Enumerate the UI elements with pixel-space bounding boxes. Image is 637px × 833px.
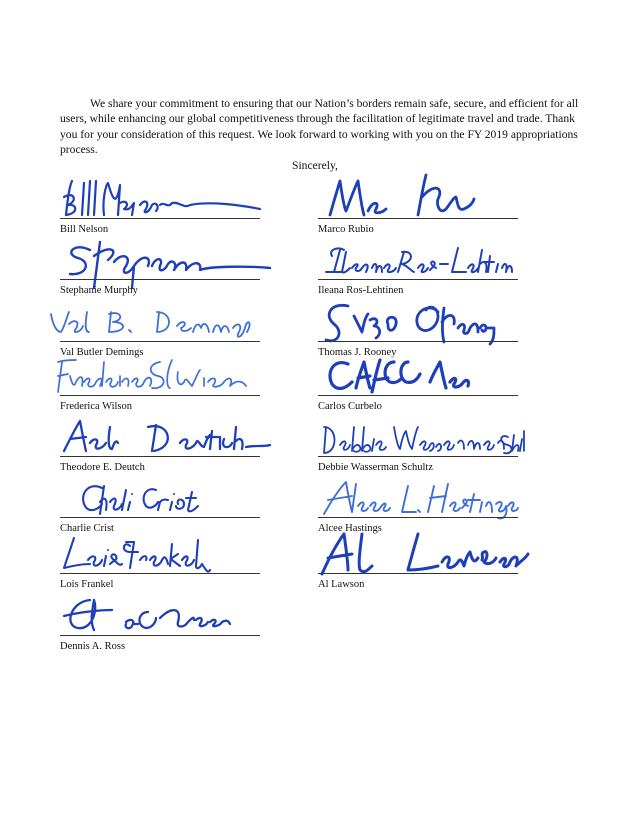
signature-ileana-ros-lehtinen <box>318 236 528 282</box>
signature-block-debbie-wasserman-schultz <box>318 413 518 473</box>
signature-line <box>60 218 260 219</box>
signature-block-dennis-ross <box>60 592 260 652</box>
signatory-name: Al Lawson <box>318 579 365 590</box>
signatory-name: Bill Nelson <box>60 224 109 235</box>
signatory-name: Frederica Wilson <box>60 401 132 412</box>
signature-line <box>318 517 518 518</box>
signature-alcee-hastings <box>318 474 528 520</box>
signatory-name: Val Butler Demings <box>60 347 144 358</box>
signature-block-alcee-hastings <box>318 474 518 534</box>
signature-line <box>60 279 260 280</box>
signature-theodore-deutch <box>60 413 270 459</box>
signature-block-stephanie-murphy <box>60 236 260 296</box>
signature-block-charlie-crist <box>60 474 260 534</box>
signatory-name: Stephanie Murphy <box>60 285 138 296</box>
signature-block-thomas-rooney <box>318 298 518 358</box>
signatory-name: Theodore E. Deutch <box>60 462 145 473</box>
signature-line <box>60 517 260 518</box>
signature-block-val-butler-demings <box>36 298 260 358</box>
signature-block-al-lawson <box>318 530 518 590</box>
signatory-name: Dennis A. Ross <box>60 641 126 652</box>
signature-thomas-rooney <box>318 298 528 344</box>
signature-debbie-wasserman-schultz <box>318 413 528 459</box>
signature-al-lawson <box>318 530 528 576</box>
signature-block-ileana-ros-lehtinen <box>318 236 518 296</box>
signatory-name: Lois Frankel <box>60 579 114 590</box>
signature-line <box>318 573 518 574</box>
signatory-name: Ileana Ros-Lehtinen <box>318 285 404 296</box>
signature-line <box>318 279 518 280</box>
letter-body: We share your commitment to ensuring that our Nation’s borders remain safe, secure, and efficient for all users, while enhancing our global competitiveness through the facilitation of legitimate travel and trade. Thank you for your consideration of this request. We look forward to working with you on the FY 2019 appropriations process. <box>60 96 579 157</box>
closing: Sincerely, <box>292 159 338 172</box>
signatory-name: Carlos Curbelo <box>318 401 382 412</box>
signature-stephanie-murphy <box>60 236 270 282</box>
signature-val-butler-demings <box>36 298 268 344</box>
signature-carlos-curbelo <box>318 352 528 398</box>
signature-marco-rubio <box>318 175 528 221</box>
signature-line <box>318 218 518 219</box>
signature-block-lois-frankel <box>60 530 260 590</box>
signatory-name: Charlie Crist <box>60 523 114 534</box>
signatory-name: Alcee Hastings <box>318 523 382 534</box>
signature-charlie-crist <box>60 474 270 520</box>
signature-bill-nelson <box>60 175 270 221</box>
signature-dennis-ross <box>60 592 270 638</box>
signature-frederica-wilson <box>40 352 266 398</box>
signature-block-bill-nelson <box>60 175 260 235</box>
signature-line <box>318 456 518 457</box>
signature-lois-frankel <box>60 530 270 576</box>
signature-line <box>318 395 518 396</box>
signature-line <box>60 456 260 457</box>
signatory-name: Debbie Wasserman Schultz <box>318 462 434 473</box>
signature-line <box>318 341 518 342</box>
signature-block-marco-rubio <box>318 175 518 235</box>
signature-block-carlos-curbelo <box>318 352 518 412</box>
signature-block-theodore-deutch <box>60 413 260 473</box>
signature-block-frederica-wilson <box>40 352 260 412</box>
signature-line <box>60 573 260 574</box>
signatory-name: Marco Rubio <box>318 224 374 235</box>
signature-line <box>60 341 260 342</box>
signature-line <box>60 395 260 396</box>
signature-line <box>60 635 260 636</box>
signatory-name: Thomas J. Rooney <box>318 347 397 358</box>
